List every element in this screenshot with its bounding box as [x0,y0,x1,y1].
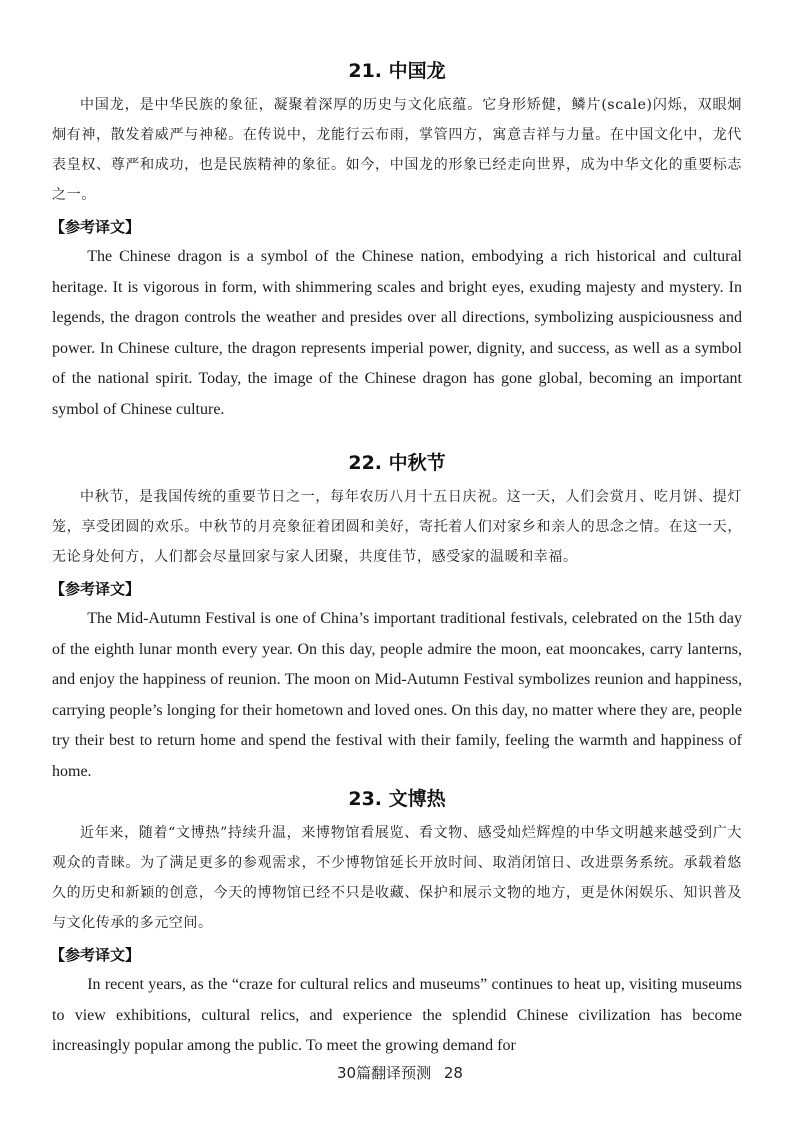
reference-translation-label: 【参考译文】 [50,218,141,236]
english-translation: The Mid-Autumn Festival is one of China’s important traditional festivals, celebrated on the 15th day of the eighth lunar month every year. On this day, people admire the moon, eat mooncakes, carry lanterns, and enjoy the happiness of reunion. The moon on Mid-Autumn Festival symbolizes reunion and happiness, carrying people’s longing for their hometown and loved ones. On this day, no matter where they are, people try their best to return home and spend the festival with their family, feeling the warmth and happiness of home. [52,610,742,780]
english-translation: In recent years, as the “craze for cultural relics and museums” continues to heat up, visiting museums to view exhibitions, cultural relics, and experience the splendid Chinese civilization has become increasingly popular among the public. To meet the growing demand for [52,976,742,1054]
chinese-paragraph: 中国龙，是中华民族的象征，凝聚着深厚的历史与文化底蕴。它身形矫健，鳞片(scale)闪烁，双眼炯炯有神，散发着威严与神秘。在传说中，龙能行云布雨，掌管四方，寓意吉祥与力量。在中国文化中，龙代表皇权、尊严和成功，也是民族精神的象征。如今，中国龙的形象已经走向世界，成为中华文化的重要标志之一。 [52,97,742,203]
chinese-paragraph: 中秋节，是我国传统的重要节日之一，每年农历八月十五日庆祝。这一天，人们会赏月、吃月饼、提灯笼，享受团圆的欢乐。中秋节的月亮象征着团圆和美好，寄托着人们对家乡和亲人的思念之情。在这一天，无论身处何方，人们都会尽量回家与家人团聚，共度佳节，感受家的温暖和幸福。 [52,489,742,565]
section-23 [52,786,742,1062]
reference-translation-label: 【参考译文】 [50,580,141,598]
section-title: 21. 中国龙 [348,60,446,82]
section-21 [52,58,742,425]
english-translation: The Chinese dragon is a symbol of the Chinese nation, embodying a rich historical and cultural heritage. It is vigorous in form, with shimmering scales and bright eyes, exuding majesty and mystery. In legends, the dragon controls the weather and presides over all directions, symbolizing auspiciousness and power. In Chinese culture, the dragon represents imperial power, dignity, and success, as well as a symbol of the national spirit. Today, the image of the Chinese dragon has gone global, becoming an important symbol of Chinese culture. [52,248,742,418]
book-title: 30篇翻译预测 [337,1064,432,1082]
section-22 [52,450,742,787]
reference-translation-label: 【参考译文】 [50,946,141,964]
page-number: 28 [443,1064,463,1082]
page-footer [0,1062,800,1083]
chinese-paragraph: 近年来，随着“文博热”持续升温，来博物馆看展览、看文物、感受灿烂辉煌的中华文明越来越受到广大观众的青睐。为了满足更多的参观需求，不少博物馆延长开放时间、取消闭馆日、改进票务系统。承载着悠久的历史和新颖的创意，今天的博物馆已经不只是收藏、保护和展示文物的地方，更是休闲娱乐、知识普及与文化传承的多元空间。 [52,825,742,931]
section-title: 22. 中秋节 [348,452,446,474]
section-title: 23. 文博热 [348,788,446,810]
